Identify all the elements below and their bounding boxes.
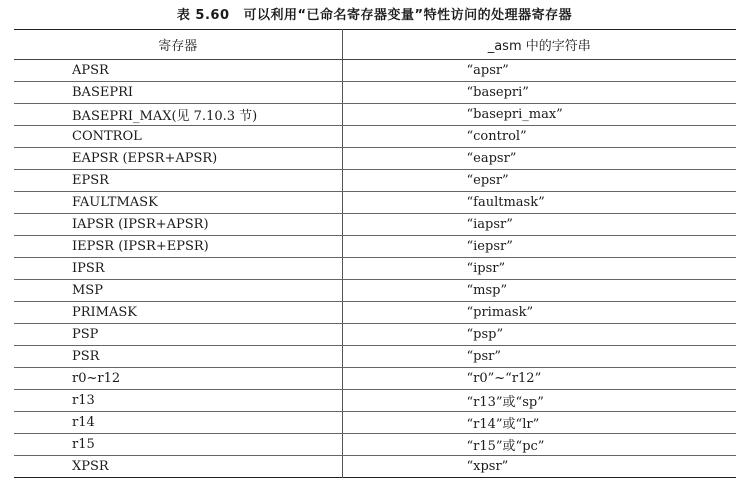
header-row xyxy=(14,30,736,60)
table-row xyxy=(14,82,736,104)
register-table xyxy=(14,29,736,478)
table-row xyxy=(14,302,736,324)
register-name: BASEPRI xyxy=(14,82,342,104)
asm-string: “control” xyxy=(342,126,736,148)
table-row xyxy=(14,170,736,192)
asm-string: “basepri” xyxy=(342,82,736,104)
register-name: r13 xyxy=(14,390,342,412)
register-name: PSP xyxy=(14,324,342,346)
table-row xyxy=(14,456,736,478)
table-row xyxy=(14,258,736,280)
register-name: IPSR xyxy=(14,258,342,280)
table-row xyxy=(14,104,736,126)
asm-string: “epsr” xyxy=(342,170,736,192)
table-row xyxy=(14,390,736,412)
table-row xyxy=(14,346,736,368)
register-name: EPSR xyxy=(14,170,342,192)
register-name: XPSR xyxy=(72,459,109,474)
table-row xyxy=(14,412,736,434)
asm-string: “r15”或“pc” xyxy=(342,434,736,456)
table-row xyxy=(14,148,736,170)
register-name: r0~r12 xyxy=(14,368,342,390)
asm-string: “apsr” xyxy=(342,60,736,82)
table-title: 可以利用“已命名寄存器变量”特性访问的处理器寄存器 xyxy=(243,8,573,23)
table-row xyxy=(14,214,736,236)
register-name: BASEPRI_MAX(见 7.10.3 节) xyxy=(14,104,342,126)
register-name: PRIMASK xyxy=(14,302,342,324)
register-name: IEPSR (IPSR+EPSR) xyxy=(14,236,342,258)
register-name: CONTROL xyxy=(14,126,342,148)
table-row xyxy=(14,434,736,456)
table-row xyxy=(14,126,736,148)
asm-string: “iepsr” xyxy=(342,236,736,258)
register-name: EAPSR (EPSR+APSR) xyxy=(14,148,342,170)
asm-string: “msp” xyxy=(342,280,736,302)
asm-string: “xpsr” xyxy=(342,456,736,478)
register-name: r14 xyxy=(14,412,342,434)
asm-string: “ipsr” xyxy=(342,258,736,280)
asm-string: “r14”或“lr” xyxy=(342,412,736,434)
table-row xyxy=(14,324,736,346)
asm-string: “primask” xyxy=(342,302,736,324)
asm-string: “eapsr” xyxy=(342,148,736,170)
register-name: IAPSR (IPSR+APSR) xyxy=(14,214,342,236)
asm-string: “r0”~“r12” xyxy=(342,368,736,390)
table-row xyxy=(14,368,736,390)
asm-string: “iapsr” xyxy=(342,214,736,236)
table-row xyxy=(14,280,736,302)
register-name: MSP xyxy=(14,280,342,302)
asm-string: “r13”或“sp” xyxy=(342,390,736,412)
column-header-asm-string: _asm 中的字符串 xyxy=(342,30,736,60)
table-row xyxy=(14,60,736,82)
asm-string: “psr” xyxy=(342,346,736,368)
table-row xyxy=(14,192,736,214)
column-header-register: 寄存器 xyxy=(14,30,342,60)
table-caption xyxy=(0,4,749,23)
asm-string: “basepri_max” xyxy=(342,104,736,126)
register-name: r15 xyxy=(14,434,342,456)
asm-string: “faultmask” xyxy=(342,192,736,214)
register-name: PSR xyxy=(14,346,342,368)
register-name: FAULTMASK xyxy=(14,192,342,214)
table-number: 表 5.60 xyxy=(176,8,230,23)
asm-string: “psp” xyxy=(342,324,736,346)
table-row xyxy=(14,236,736,258)
register-name: APSR xyxy=(14,60,342,82)
